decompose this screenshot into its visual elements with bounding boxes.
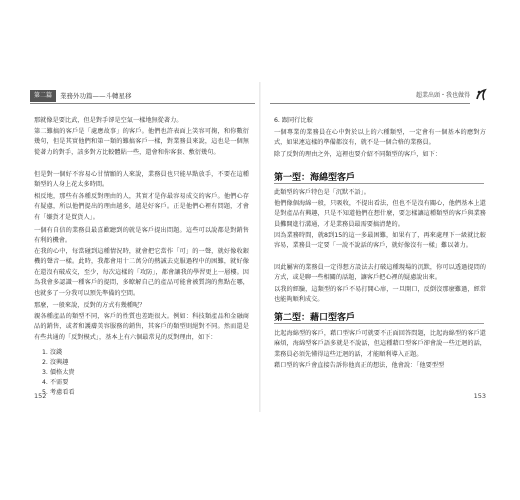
list-item: 2. 沒興趣 (42, 359, 69, 366)
body-paragraph: 但是對一個好不容易心甘情願的人來說，業務員也只能早點放手，不要在這種類型的人身上花太多時間。 (34, 171, 249, 189)
section-heading: 第一型：海綿型客戶 (274, 173, 356, 183)
body-paragraph: 以我的經驗，這類型的客戶不易打開心扉，一旦開口，反倒沒那麼難過，經常也能夠順利成交。 (274, 286, 486, 304)
page-number: 152 (34, 392, 47, 400)
section-rule (274, 183, 484, 184)
body-paragraph: 因此屬害的業務員一定得想方設法去打破這種現場的沉默，你可以透過提問的方式，或是聊一些相關的話題，讓客戶把心裡的疑慮說出來。 (274, 264, 486, 282)
book-title: 超業出頭・我也做得 (415, 92, 470, 99)
header-rule (30, 103, 255, 104)
body-paragraph: 比起海綿型的客戶，藉口型客戶可就要不正面回答問題，比起海綿型的客戶還麻煩，海綿型客戶語多就是不說話，但這種藉口型客戶卻會說一些迂迴的話，業務員必須先懂得這些迂迴的話，才能順利導入正題。 (274, 330, 486, 358)
body-paragraph: 那麼，一般來說，反對的方式有幾種呢？ (34, 302, 146, 309)
list-item: 4. 不需要 (42, 379, 69, 386)
running-header-right (275, 90, 490, 104)
body-paragraph: 除了反對的理由之外，這裡也要介紹不同類型的客戶，如下： (274, 151, 442, 158)
section-rule (274, 323, 484, 324)
page-number: 153 (473, 392, 486, 400)
body-paragraph: 6. 跟同行比較 (274, 117, 313, 124)
body-paragraph: 第二難搞的客戶是「處應故事」的客戶。他們也許表面上笑容可掬，和你數衍幾句，但是其實他們和第一類的難搞客戶一樣，對業務員來說，這也是一個無從著力的對手，該多對方比較體貼一些，還會和你客套、敷衍幾句。 (34, 128, 249, 156)
body-paragraph: 那就像是要比武，但是對手卻是空氣一樣地無從著力。 (34, 117, 183, 124)
header-rule (270, 103, 470, 104)
body-paragraph: 此類型的客戶特色是「沉默不語」。 (274, 189, 370, 196)
body-paragraph: 藉口型的客戶會直接告訴你他真正的想法，他會說：「他要型型 (274, 362, 445, 369)
body-paragraph: 親各種產品的類型不同，客戶的性質也差距很大。例如：科技類產品和金融商品的銷售，或者和護膚美容服務的銷售，其客戶的類型則絕對不同。然而還是有些共通的「反對模式」，基本上有六個最常見的反對理由，如下： (34, 313, 249, 341)
book-spread (20, 82, 500, 412)
list-item: 1. 沒錢 (42, 349, 63, 356)
chapter-title: 業務外功篇——斗轉星移 (60, 92, 132, 100)
chapter-tag: 第二篇 (30, 90, 56, 102)
right-page (260, 82, 500, 412)
body-paragraph: 相反地，那些有各種反對理由的人，其實才是你最容易成交的客戶。他們心存有疑慮，所以他們提出的理由越多，越是好客戶。正是他們心裡有問題，才會有「嫌貨才是買貨人」。 (34, 193, 249, 221)
list-item: 3. 價格太貴 (42, 369, 75, 376)
body-paragraph: 一個專業的業務員在心中對於以上的六種類型，一定會有一個基本的應對方式，如果連這樣的準備都沒有，就不是一個合格的業務員。 (274, 129, 486, 147)
body-paragraph: 他們像個海綿一般，只吸收，不提出看法，但也不是沒有關心，他們基本上還是對產品有興趣，只是不知道他們在想什麼，要怎樣讓這種類型的客戶與業務員攤開進行溝通，才是業務員最需要搞清楚的。 (274, 200, 486, 228)
body-paragraph: 一個有自信的業務員最喜歡聽到的就是客戶提出問題。這些可以說都是對銷售有利的機會。 (34, 227, 249, 245)
running-header-left (30, 90, 255, 104)
body-paragraph: 因為業務時間，就8到15的這一多最困難，如果有了，再來處理下一級就比較容易，業務員一定要「一說不說話的客戶，就好像沒有一樣」難以著力。 (274, 232, 486, 250)
section-heading: 第二型：藉口型客戶 (274, 313, 356, 323)
publisher-logo-icon (474, 88, 488, 102)
list-item: 5. 考慮看看 (42, 389, 75, 396)
left-page (20, 82, 260, 412)
body-paragraph: 在我的心中，每當碰到這種情況時，就會把它當作「可」的一聲，就好像收銀機的聲音一樣。此時，我都會用十二萬分的熱誠去克服過程中的困難，就好像在還沒有破成交，至少，每次這樣的「攻防」，都會讓我的學習更上一層樓。因為我會多認識一種客戶的提問，多瞭解自己的產品可能會被質詢的焦點在哪，也就多了一分我可以預先準備的空間。 (34, 248, 249, 297)
